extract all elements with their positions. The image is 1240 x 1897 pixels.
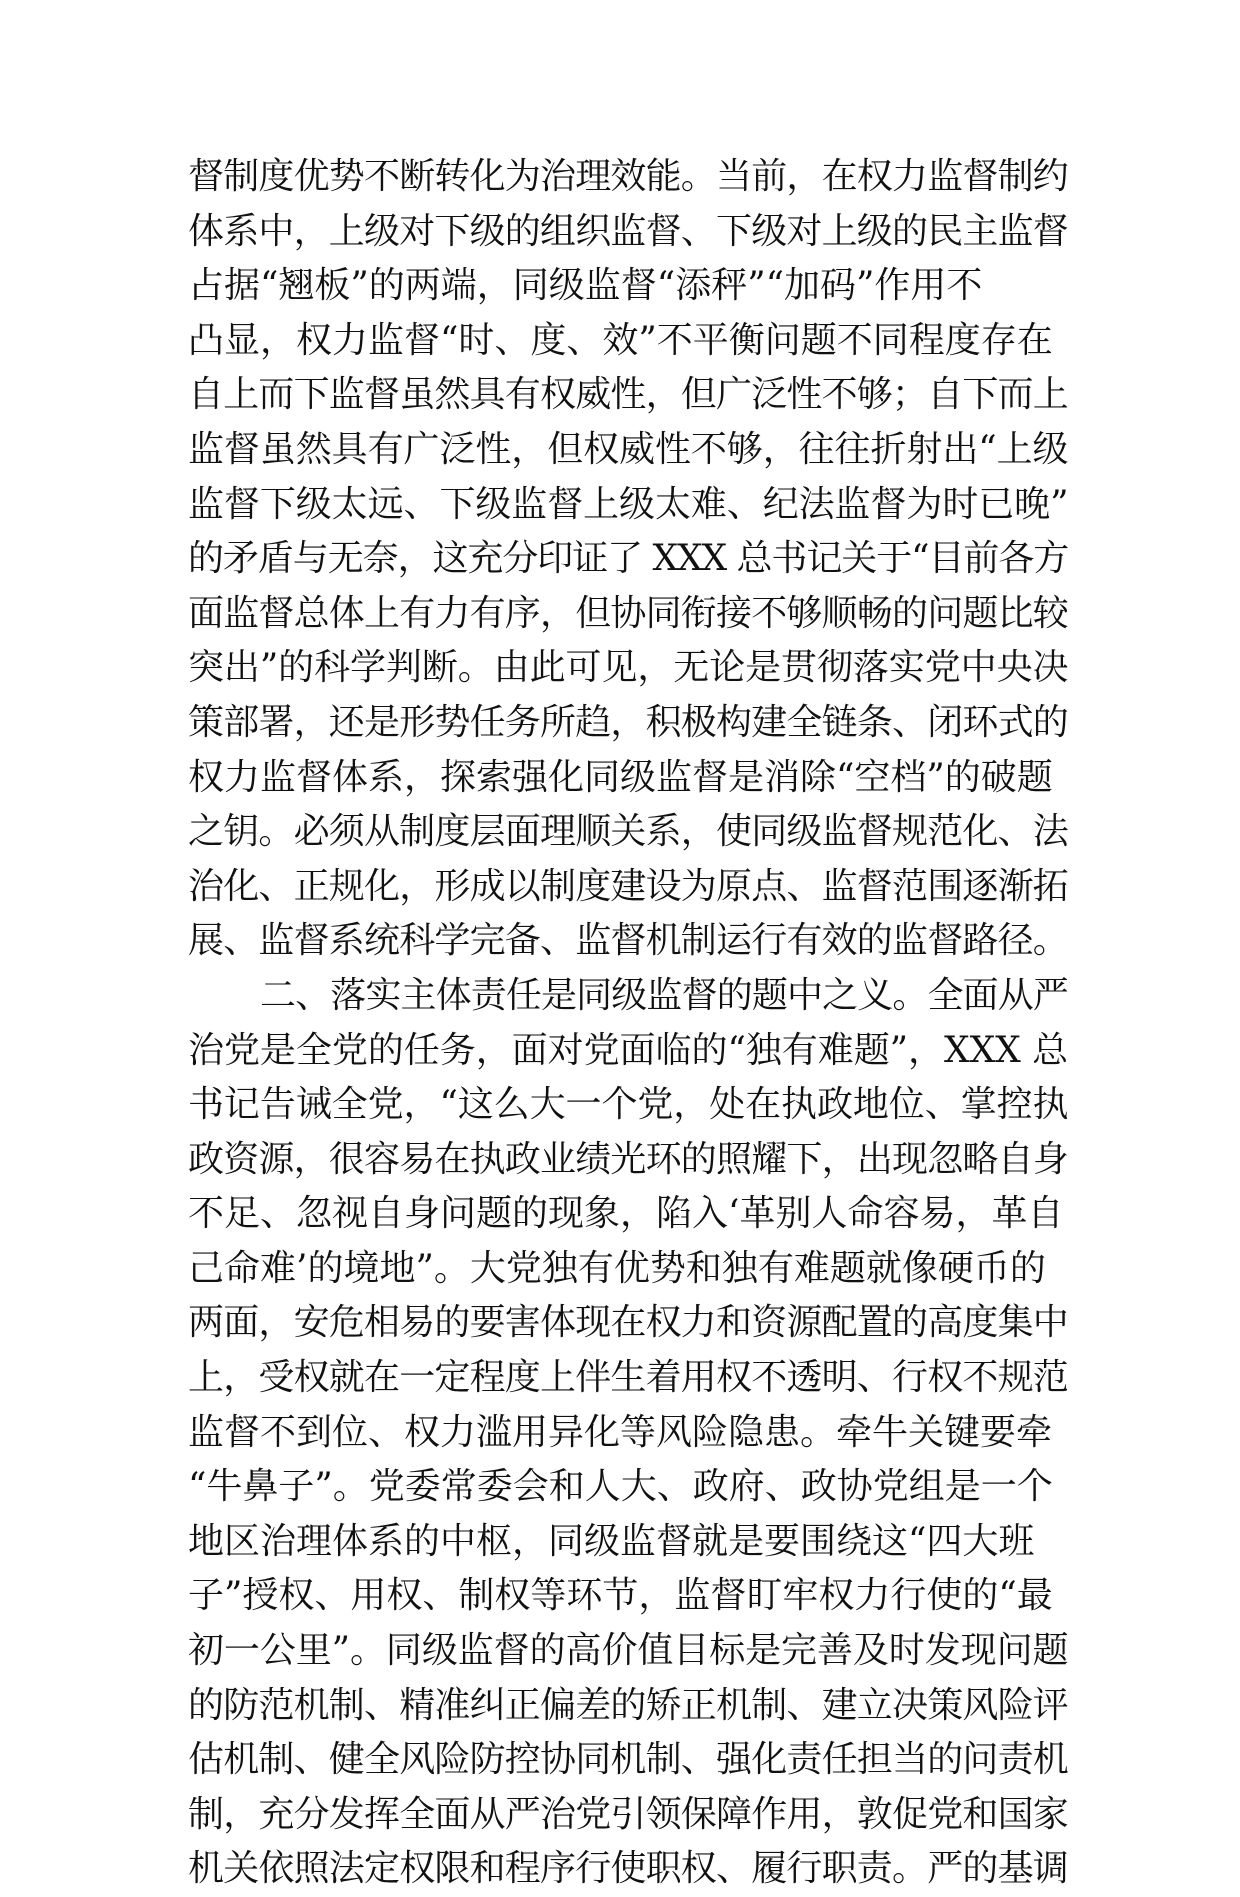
text-line: 体系中，上级对下级的组织监督、下级对上级的民主监督 [188, 210, 1069, 252]
text-line: 治化、正规化，形成以制度建设为原点、监督范围逐渐拓 [188, 865, 1069, 907]
text-line: 监督下级太远、下级监督上级太难、纪法监督为时已晚” [188, 483, 1069, 525]
text-line: 地区治理体系的中枢，同级监督就是要围绕这“四大班 [188, 1520, 1035, 1562]
text-line: 不足、忽视自身问题的现象，陷入‘革别人命容易，革自 [188, 1193, 1064, 1235]
text-line: 策部署，还是形势任务所趋，积极构建全链条、闭环式的 [188, 701, 1069, 743]
text-line: 估机制、健全风险防控协同机制、强化责任担当的问责机 [188, 1739, 1069, 1781]
text-line: 自上而下监督虽然具有权威性，但广泛性不够；自下而上 [188, 374, 1069, 416]
text-line: 之钥。必须从制度层面理顺关系，使同级监督规范化、法 [188, 811, 1069, 853]
text-line: 凸显，权力监督“时、度、效”不平衡问题不同程度存在 [188, 319, 1053, 361]
text-line: 初一公里”。同级监督的高价值目标是完善及时发现问题 [188, 1630, 1069, 1672]
text-line: 治党是全党的任务，面对党面临的“独有难题”，XXX 总 [188, 1029, 1069, 1071]
text-line: 机关依照法定权限和程序行使职权、履行职责。严的基调 [188, 1848, 1069, 1890]
text-line: “牛鼻子”。党委常委会和人大、政府、政协党组是一个 [188, 1466, 1053, 1508]
text-line: 上，受权就在一定程度上伴生着用权不透明、行权不规范 [188, 1357, 1069, 1399]
text-line: 占据“翘板”的两端，同级监督“添秤”“加码”作用不 [188, 265, 983, 307]
text-line: 展、监督系统科学完备、监督机制运行有效的监督路径。 [188, 920, 1069, 962]
text-line: 子”授权、用权、制权等环节，监督盯牢权力行使的“最 [188, 1575, 1053, 1617]
text-line: 的矛盾与无奈，这充分印证了 XXX 总书记关于“目前各方 [188, 538, 1069, 580]
text-line: 制，充分发挥全面从严治党引领保障作用，敦促党和国家 [188, 1793, 1069, 1835]
text-line: 权力监督体系，探索强化同级监督是消除“空档”的破题 [188, 756, 1053, 798]
text-line: 书记告诫全党，“这么大一个党，处在执政地位、掌控执 [188, 1084, 1069, 1126]
text-line: 监督虽然具有广泛性，但权威性不够，往往折射出“上级 [188, 428, 1069, 470]
text-line: 的防范机制、精准纠正偏差的矫正机制、建立决策风险评 [188, 1684, 1069, 1726]
text-line: 监督不到位、权力滥用异化等风险隐患。牵牛关键要牵 [188, 1411, 1053, 1453]
text-line: 面监督总体上有力有序，但协同衔接不够顺畅的问题比较 [188, 592, 1069, 634]
text-line: 二、落实主体责任是同级监督的题中之义。全面从严 [260, 974, 1069, 1016]
text-line: 督制度优势不断转化为治理效能。当前，在权力监督制约 [188, 156, 1069, 197]
body-text [188, 150, 1068, 1897]
text-line: 突出”的科学判断。由此可见，无论是贯彻落实党中央决 [188, 647, 1069, 689]
text-line: 己命难’的境地”。大党独有优势和独有难题就像硬币的 [188, 1247, 1046, 1289]
text-line: 两面，安危相易的要害体现在权力和资源配置的高度集中 [188, 1302, 1069, 1344]
text-line: 政资源，很容易在执政业绩光环的照耀下，出现忽略自身 [188, 1138, 1069, 1180]
